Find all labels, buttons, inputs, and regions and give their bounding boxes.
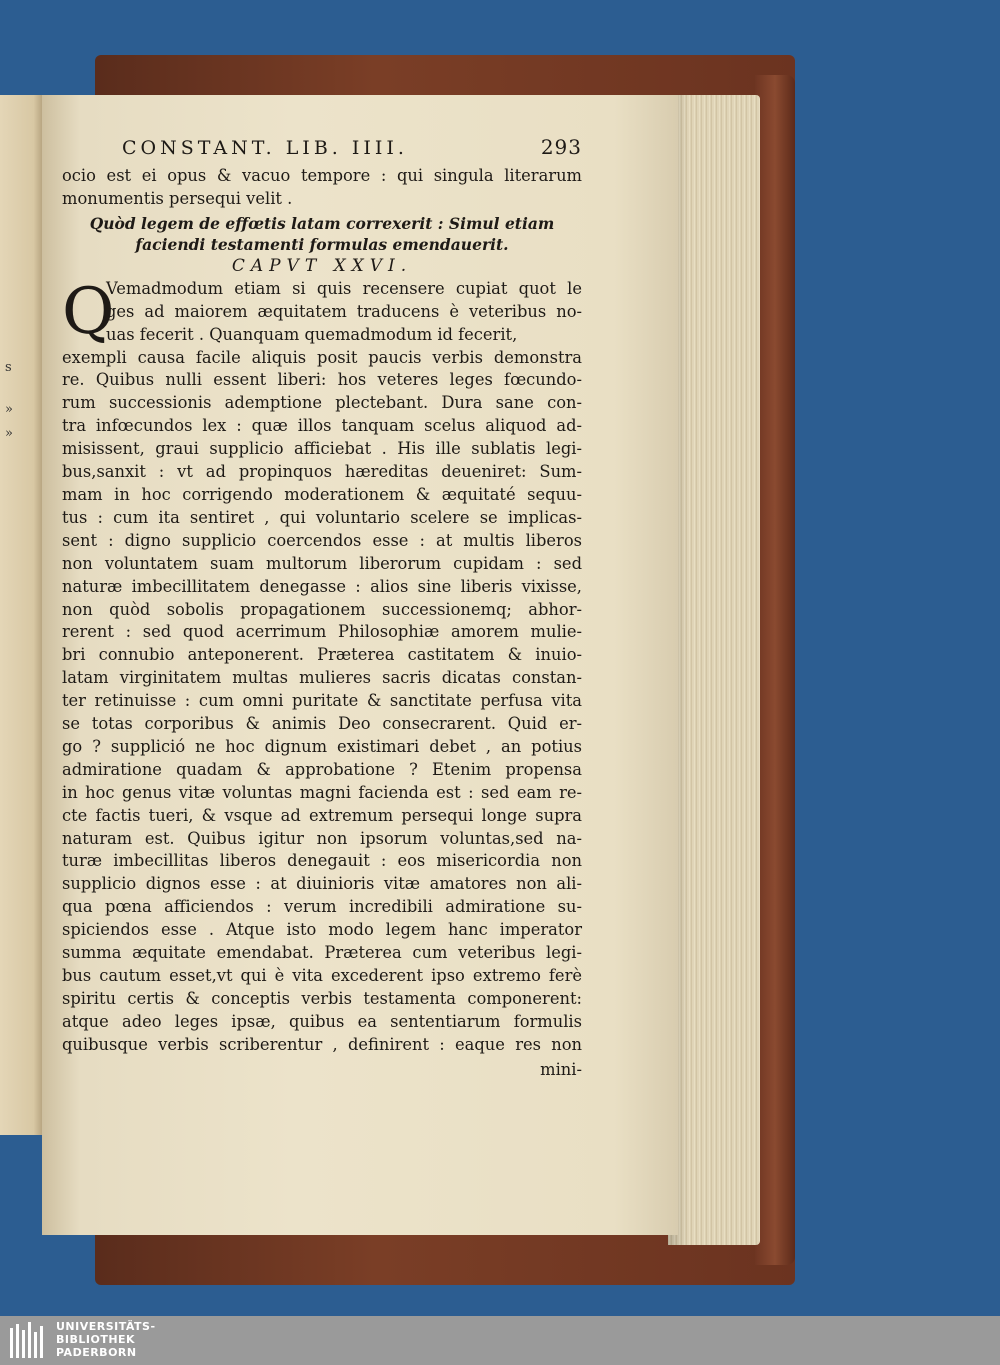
left-mark: »: [5, 402, 13, 417]
text-line: monumentis persequi velit .: [62, 188, 293, 208]
text-line: misissent, graui supplicio afficiebat . His ille sublatis legi-: [62, 439, 582, 459]
text-line: cte factis tueri, & vsque ad extremum persequi longe supra: [62, 805, 582, 825]
text-line: mam in hoc corrigendo moderationem & æquitaté sequu-: [62, 484, 582, 504]
text-line: rerent : sed quod acerrimum Philosophiæ amorem mulie-: [62, 622, 582, 642]
book-page: [42, 95, 678, 1235]
text-line: spiritu certis & conceptis verbis testamenta componerent:: [62, 988, 582, 1008]
text-line: qua pœna afficiendos : verum incredibili admiratione su-: [62, 897, 582, 917]
text-line: se totas corporibus & animis Deo consecrarent. Quid er-: [62, 714, 582, 734]
text-line: naturæ imbecillitatem denegasse : alios sine liberis vixisse,: [62, 576, 582, 596]
text-line: rum successionis ademptione plectebant. Dura sane con-: [62, 393, 582, 413]
page-number: 293: [540, 135, 582, 159]
text-line: ocio est ei opus & vacuo tempore : qui singula literarum: [62, 166, 582, 185]
running-title: CONSTANT. LIB. IIII.: [122, 137, 408, 159]
left-page-sliver: [0, 95, 42, 1135]
library-logo-icon: [8, 1320, 48, 1362]
library-name: [56, 1320, 156, 1359]
text-line: summa æquitate emendabat. Præterea cum veteribus legi-: [62, 943, 582, 963]
text-line: re. Quibus nulli essent liberi: hos veteres leges fœcundo-: [62, 370, 582, 390]
text-line: admiratione quadam & approbatione ? Etenim propensa: [62, 759, 582, 779]
book-cover-edge: [755, 75, 795, 1265]
drop-initial: Q: [62, 274, 115, 349]
left-mark: »: [5, 426, 13, 441]
left-page-marks: [5, 350, 13, 452]
left-mark: s: [5, 360, 12, 375]
text-line: ter retinuisse : cum omni puritate & sanctitate perfusa vita: [62, 691, 582, 711]
text-line: bri connubio anteponerent. Præterea castitatem & inuio-: [62, 645, 582, 665]
text-line: quibusque verbis scriberentur , definirent : eaque res non: [62, 1034, 582, 1054]
text-line: bus cautum esset,vt qui è vita excederent ipso extremo ferè: [62, 966, 582, 985]
library-footer: [0, 1316, 1000, 1365]
text-line: tra infœcundos lex : quæ illos tanquam scelus aliquod ad-: [62, 416, 582, 436]
body-lines: [62, 274, 582, 1057]
library-name-line: PADERBORN: [56, 1346, 137, 1359]
running-head: [122, 135, 582, 159]
catchword: mini-: [540, 1059, 582, 1079]
text-line: Vemadmodum etiam si quis recensere cupiat quot le: [106, 278, 582, 298]
text-line: latam virginitatem multas mulieres sacris dicatas constan-: [62, 668, 582, 688]
library-name-line: UNIVERSITÄTS-: [56, 1320, 156, 1333]
body-text: [62, 274, 582, 1057]
library-name-line: BIBLIOTHEK: [56, 1333, 136, 1346]
text-line: go ? supplició ne hoc dignum existimari debet , an potius: [62, 736, 582, 756]
text-line: tus : cum ita sentiret , qui voluntario scelere se implicas-: [62, 507, 582, 527]
chapter-heading-line: Quòd legem de effœtis latam correxerit : Simul etiam: [89, 213, 555, 233]
page-text: [62, 135, 582, 1082]
text-line: supplicio dignos esse : at diuinioris vitæ amatores non ali-: [62, 874, 582, 894]
text-line: exempli causa facile aliquis posit paucis verbis demonstra: [62, 347, 582, 367]
text-line: turæ imbecillitas liberos denegauit : eos misericordia non: [62, 851, 582, 871]
text-line: non voluntatem suam multorum liberorum cupidam : sed: [62, 553, 582, 573]
text-line: naturam est. Quibus igitur non ipsorum voluntas,sed na-: [62, 828, 582, 848]
text-line: uas fecerit . Quanquam quemadmodum id fecerit,: [106, 324, 518, 344]
text-line: in hoc genus vitæ voluntas magni facienda est : sed eam re-: [62, 782, 582, 802]
chapter-heading-line: faciendi testamenti formulas emendauerit.: [135, 234, 509, 254]
text-line: spiciendos esse . Atque isto modo legem hanc imperator: [62, 920, 582, 940]
caput-label: CAPVT XXVI.: [231, 255, 413, 276]
text-line: non quòd sobolis propagationem successionemq; abhor-: [62, 599, 582, 619]
text-line: bus,sanxit : vt ad propinquos hæreditas deueniret: Sum-: [62, 462, 582, 482]
text-line: ges ad maiorem æquitatem traducens è veteribus no-: [106, 301, 582, 321]
text-line: sent : digno supplicio coercendos esse : at multis liberos: [62, 530, 582, 550]
text-line: atque adeo leges ipsæ, quibus ea sententiarum formulis: [62, 1011, 582, 1031]
